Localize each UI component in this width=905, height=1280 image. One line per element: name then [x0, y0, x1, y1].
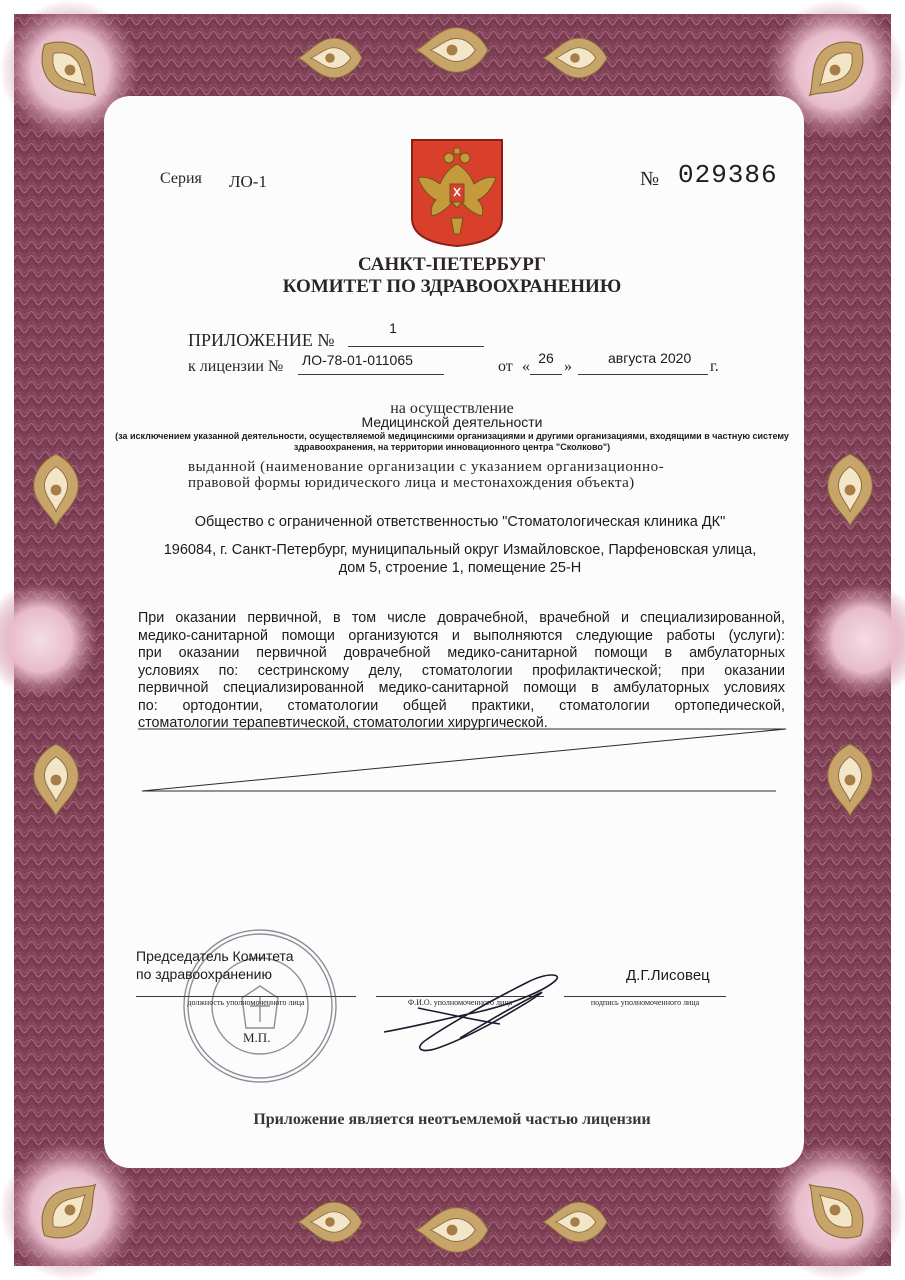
committee-title: КОМИТЕТ ПО ЗДРАВООХРАНЕНИЮ — [282, 276, 622, 297]
services-text — [138, 610, 785, 733]
services-line: по: ортодонтии, стоматологии общей практики, стоматологии ортопедической, — [138, 697, 785, 714]
activity-type: Медицинской деятельности — [361, 414, 543, 430]
license-number: 029386 — [678, 160, 778, 190]
year-suffix: г. — [710, 358, 719, 375]
chairman-title-2: по здравоохранению — [136, 966, 272, 982]
date-day: 26 — [538, 350, 554, 366]
day-line — [530, 374, 562, 375]
month-year-line — [578, 374, 708, 375]
series-label: Серия — [160, 170, 202, 187]
organization-address-2: дом 5, строение 1, помещение 25-Н — [338, 560, 582, 576]
handwritten-signature — [378, 968, 578, 1060]
coat-of-arms-icon — [410, 138, 504, 248]
signature-caption: подпись уполномоченного лица — [590, 998, 700, 1007]
strike-through-lines — [130, 724, 792, 796]
stamp-place-label: М.П. — [243, 1030, 271, 1045]
chairman-title-1: Председатель Комитета — [136, 948, 294, 964]
appendix-number: 1 — [389, 320, 397, 336]
organization-name: Общество с ограниченной ответственностью "Стоматологическая клиника ДК" — [194, 514, 726, 530]
signature-line — [564, 996, 726, 997]
services-line: При оказании первичной, в том числе доврачебной, врачебной и специализированной, — [138, 610, 785, 626]
services-line: медико-санитарной помощи организуются и выполняются следующие работы (услуги): — [138, 627, 785, 644]
position-line — [136, 996, 356, 997]
number-sign: № — [640, 168, 660, 190]
issued-to-line-2: правовой формы юридического лица и местонахождения объекта) — [188, 475, 635, 491]
license-ref-line — [298, 374, 444, 375]
services-line: условиях по: сестринскому делу, стоматологии профилактической; при оказании — [138, 662, 785, 679]
activity-note: (за исключением указанной деятельности, осуществляемой медицинскими организациями и другими организациями, входящими в частную систему здравоохранения, на территории инновационного центра "Сколково") — [115, 431, 789, 452]
date-open-quote: « — [522, 358, 530, 375]
license-ref-value: ЛО-78-01-011065 — [302, 352, 413, 368]
services-line: стоматологии терапевтической, стоматологии хирургической. — [138, 715, 548, 731]
date-from-label: от — [498, 358, 513, 375]
date-month-year: августа 2020 — [608, 350, 692, 366]
activity-label: на осуществление — [390, 400, 514, 417]
services-line: первичной специализированной медико-санитарной помощи в амбулаторных условиях — [138, 680, 785, 696]
date-close-quote: » — [564, 358, 572, 375]
license-ref-label: к лицензии № — [188, 358, 284, 375]
signer-name: Д.Г.Лисовец — [626, 967, 710, 984]
footer-note: Приложение является неотъемлемой частью лицензии — [253, 1111, 651, 1128]
city-title: САНКТ-ПЕТЕРБУРГ — [358, 254, 546, 275]
appendix-label: ПРИЛОЖЕНИЕ № — [188, 330, 335, 350]
series-value: ЛО-1 — [229, 172, 267, 191]
position-caption: должность уполномоченного лица — [187, 998, 305, 1007]
appendix-number-line — [348, 346, 484, 347]
issued-to-line-1: выданной (наименование организации с указанием организационно- — [188, 459, 665, 475]
fio-caption: Ф.И.О. уполномоченного лица — [407, 998, 513, 1007]
services-line: при оказании первичной доврачебной медико-санитарной помощи в амбулаторных — [138, 645, 785, 661]
organization-address-1: 196084, г. Санкт-Петербург, муниципальный округ Измайловское, Парфеновская улица, — [163, 542, 757, 558]
